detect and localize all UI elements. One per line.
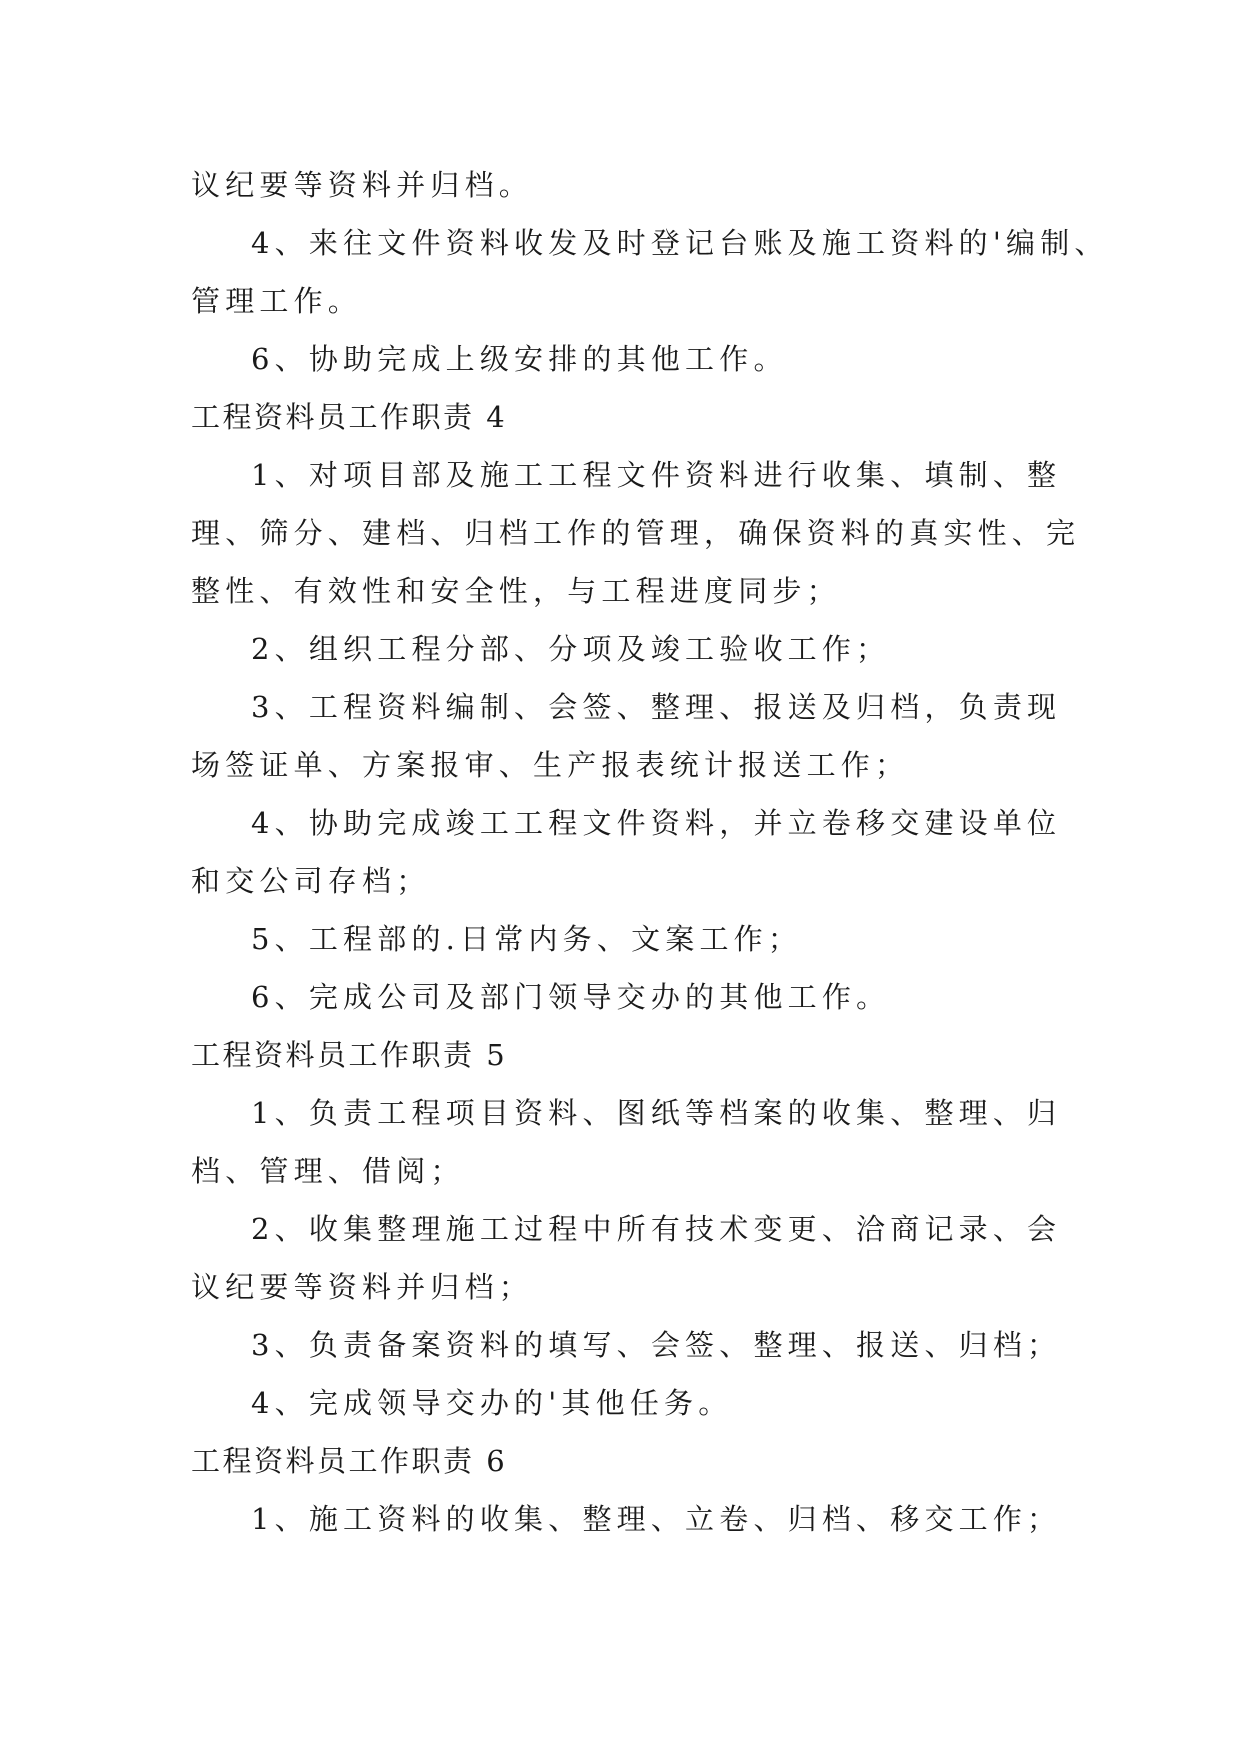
text-line: 2、收集整理施工过程中所有技术变更、洽商记录、会 [251, 1212, 1062, 1246]
text-line: 1、负责工程项目资料、图纸等档案的收集、整理、归 [251, 1096, 1062, 1130]
text-line: 议纪要等资料并归档； [191, 1270, 534, 1304]
text-line: 1、对项目部及施工工程文件资料进行收集、填制、整 [251, 458, 1062, 492]
document-page [191, 156, 1109, 1548]
text-line: 和交公司存档； [191, 864, 431, 898]
text-line: 理、筛分、建档、归档工作的管理，确保资料的真实性、完 [191, 516, 1081, 550]
text-line: 场签证单、方案报审、生产报表统计报送工作； [191, 748, 910, 782]
section-heading: 工程资料员工作职责 6 [191, 1444, 508, 1478]
text-line: 4、来往文件资料收发及时登记台账及施工资料的'编制、 [251, 226, 1109, 260]
text-line: 2、组织工程分部、分项及竣工验收工作； [251, 632, 891, 666]
text-line: 3、负责备案资料的填写、会签、整理、报送、归档； [251, 1328, 1062, 1362]
text-line: 议纪要等资料并归档。 [191, 168, 534, 202]
text-line: 1、施工资料的收集、整理、立卷、归档、移交工作； [251, 1502, 1062, 1536]
text-line: 6、完成公司及部门领导交办的其他工作。 [251, 980, 891, 1014]
text-line: 6、协助完成上级安排的其他工作。 [251, 342, 788, 376]
text-line: 5、工程部的.日常内务、文案工作； [251, 922, 803, 956]
section-heading: 工程资料员工作职责 5 [191, 1038, 508, 1072]
text-line: 档、管理、借阅； [191, 1154, 465, 1188]
text-line: 管理工作。 [191, 284, 363, 318]
text-line: 3、工程资料编制、会签、整理、报送及归档，负责现 [251, 690, 1062, 724]
text-line: 4、协助完成竣工工程文件资料，并立卷移交建设单位 [251, 806, 1062, 840]
text-line: 4、完成领导交办的'其他任务。 [251, 1386, 733, 1420]
section-heading: 工程资料员工作职责 4 [191, 400, 508, 434]
text-line: 整性、有效性和安全性，与工程进度同步； [191, 574, 841, 608]
